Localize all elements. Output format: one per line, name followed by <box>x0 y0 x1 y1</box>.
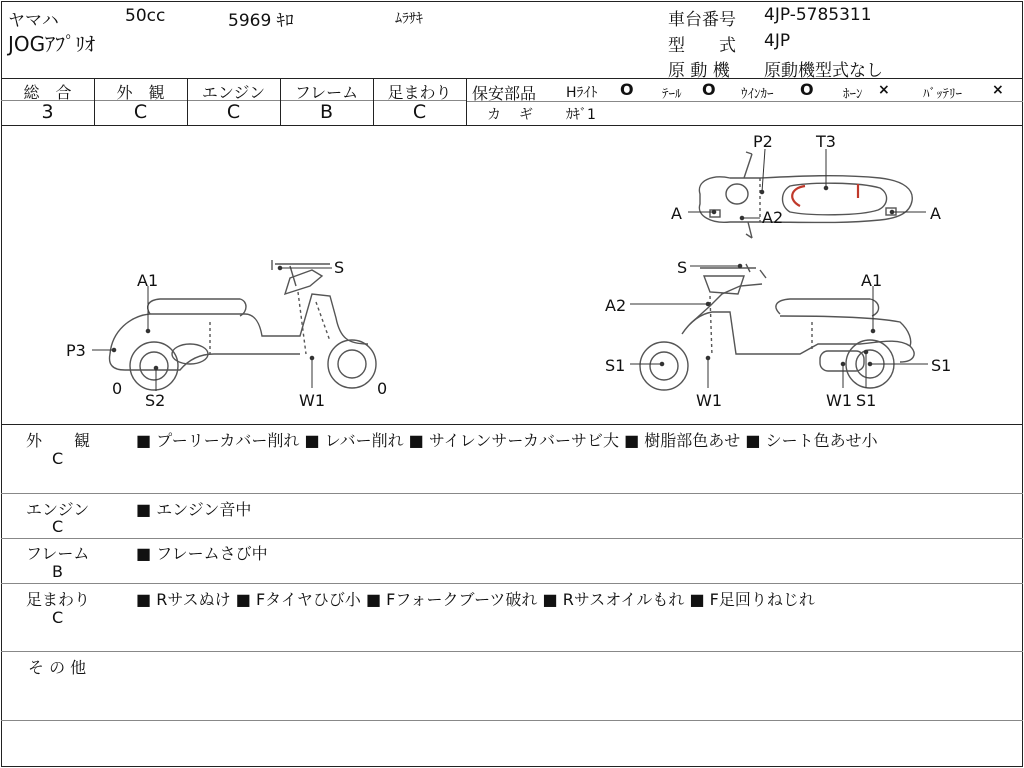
key-value: ｶｷﾞ1 <box>566 107 596 123</box>
divider <box>1 651 1023 652</box>
safety-mark-winker: O <box>800 80 814 99</box>
grade-header-engine: エンジン <box>201 83 266 102</box>
divider <box>1 424 1023 425</box>
label-a-top-right: A <box>930 204 941 223</box>
section-exterior-title: 外 観 <box>26 431 91 450</box>
label-a2-right: A2 <box>605 296 627 315</box>
label-s-right: S <box>677 258 688 277</box>
grade-value-frame: B <box>319 101 334 123</box>
grade-header-overall: 総 合 <box>23 83 72 102</box>
section-frame-notes: ■ フレームさび中 <box>136 544 268 563</box>
label-t3: T3 <box>816 132 836 151</box>
safety-mark-headlight: O <box>620 80 634 99</box>
divider <box>1 720 1023 721</box>
model-name: JOGｱﾌﾟﾘｵ <box>8 32 96 56</box>
section-engine-notes: ■ エンジン音中 <box>136 500 252 519</box>
displacement: 50cc <box>125 6 166 26</box>
label-s2: S2 <box>145 391 166 410</box>
frame-no-label: 車台番号 <box>668 10 736 30</box>
safety-item-headlight: Hﾗｲﾄ <box>566 85 598 101</box>
safety-item-winker: ｳｲﾝｶｰ <box>741 87 774 102</box>
section-exterior-notes: ■ プーリーカバー削れ ■ レバー削れ ■ サイレンサーカバーサビ大 ■ 樹脂部色あせ ■ シート色あせ小 <box>136 431 878 450</box>
engine-value: 原動機型式なし <box>764 61 883 81</box>
section-frame-grade: B <box>52 562 63 581</box>
label-p3: P3 <box>66 341 86 360</box>
type-label: 型 式 <box>668 36 736 56</box>
label-s1-right: S1 <box>931 356 952 375</box>
label-w1-left: W1 <box>299 391 325 410</box>
section-exterior-grade: C <box>52 449 64 468</box>
grade-header-suspension: 足まわり <box>387 83 452 102</box>
safety-item-battery: ﾊﾞｯﾃﾘｰ <box>923 87 962 102</box>
label-a-top-left: A <box>671 204 682 223</box>
label-s1-rear: S1 <box>856 391 877 410</box>
divider <box>466 78 467 125</box>
grade-header-frame: フレーム <box>294 83 359 102</box>
section-suspension-grade: C <box>52 608 64 627</box>
grade-value-exterior: C <box>133 101 148 123</box>
label-w1-front: W1 <box>696 391 722 410</box>
label-a2-top: A2 <box>762 208 784 227</box>
label-s-left: S <box>334 258 345 277</box>
section-suspension-notes: ■ Rサスぬけ ■ Fタイヤひび小 ■ Fフォークブーツ破れ ■ Rサスオイルもれ ■ F足回りねじれ <box>136 590 815 609</box>
divider <box>1 583 1023 584</box>
label-zero-left: 0 <box>112 379 123 398</box>
label-a1-right: A1 <box>861 271 883 290</box>
grade-value-overall: 3 <box>41 101 54 123</box>
color: ﾑﾗｻｷ <box>395 11 423 27</box>
safety-item-tail: ﾃｰﾙ <box>662 87 682 102</box>
label-a1-left: A1 <box>137 271 159 290</box>
key-label: カ ギ <box>487 107 535 123</box>
grade-value-suspension: C <box>412 101 427 123</box>
section-engine-grade: C <box>52 517 64 536</box>
safety-mark-horn: × <box>878 82 890 98</box>
safety-mark-tail: O <box>702 80 716 99</box>
safety-label: 保安部品 <box>472 84 537 103</box>
engine-label: 原 動 機 <box>668 61 730 81</box>
divider <box>1 493 1023 494</box>
label-w1-rear: W1 <box>826 391 852 410</box>
section-other-title: そ の 他 <box>28 658 87 677</box>
divider <box>1 538 1023 539</box>
section-engine-title: エンジン <box>26 500 90 519</box>
section-frame-title: フレーム <box>26 544 90 563</box>
label-s1-front: S1 <box>605 356 626 375</box>
grade-value-engine: C <box>226 101 241 123</box>
grade-header-exterior: 外 観 <box>116 83 165 102</box>
safety-item-horn: ﾎｰﾝ <box>843 87 863 102</box>
divider <box>1 78 1023 79</box>
safety-mark-battery: × <box>992 82 1004 98</box>
mileage: 5969 ｷﾛ <box>228 11 294 31</box>
type-value: 4JP <box>764 31 791 51</box>
frame-no-value: 4JP-5785311 <box>764 5 872 25</box>
label-zero-right: 0 <box>377 379 388 398</box>
maker: ヤマハ <box>8 11 59 31</box>
label-p2: P2 <box>753 132 773 151</box>
scooter-top-view <box>699 152 912 238</box>
section-suspension-title: 足まわり <box>26 590 91 609</box>
